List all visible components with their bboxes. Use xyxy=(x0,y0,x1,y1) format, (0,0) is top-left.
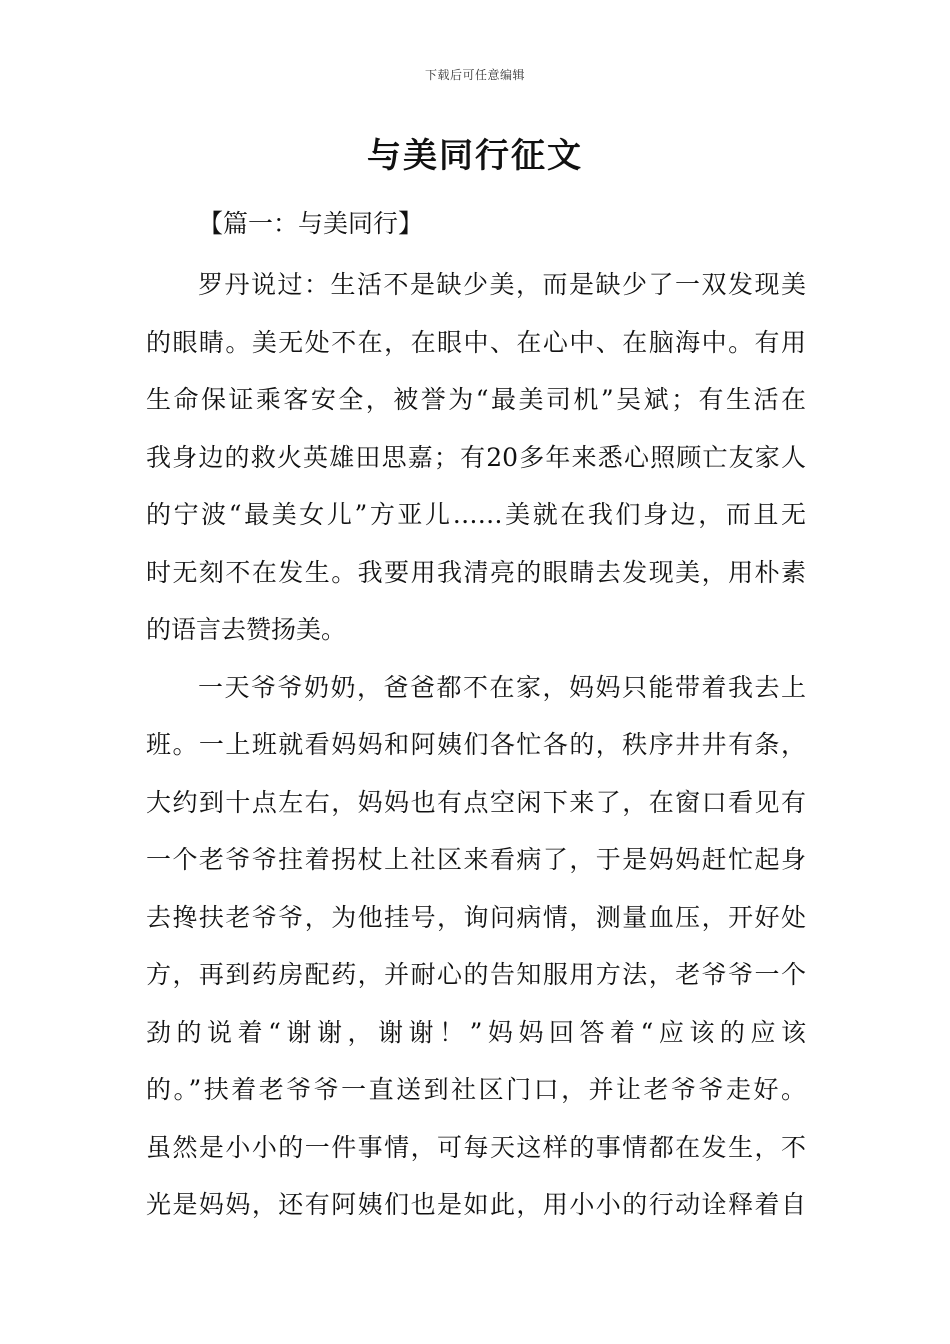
paragraph-line: 大约到十点左右，妈妈也有点空闲下来了，在窗口看见有 xyxy=(146,787,806,817)
paragraph-line: 的。”扶着老爷爷一直送到社区门口，并让老爷爷走好。 xyxy=(146,1075,806,1104)
section-heading: 【篇一：与美同行】 xyxy=(198,209,424,238)
paragraph-line: 我身边的救火英雄田思嘉；有20多年来悉心照顾亡友家人 xyxy=(146,442,806,472)
paragraph-line: 去搀扶老爷爷，为他挂号，询问病情，测量血压，开好处 xyxy=(146,902,806,932)
paragraph-line: 的语言去赞扬美。 xyxy=(146,615,347,644)
paragraph-line: 的眼睛。美无处不在，在眼中、在心中、在脑海中。有用 xyxy=(146,327,806,357)
paragraph-2 xyxy=(146,659,806,1234)
paragraph-line: 虽然是小小的一件事情，可每天这样的事情都在发生，不 xyxy=(146,1132,806,1162)
paragraph-line: 劲的说着“谢谢，谢谢！”妈妈回答着“应该的应该 xyxy=(146,1017,806,1047)
paragraph-line: 方，再到药房配药，并耐心的告知服用方法，老爷爷一个 xyxy=(146,960,806,989)
paragraph-line: 罗丹说过：生活不是缺少美，而是缺少了一双发现美 xyxy=(198,270,806,299)
paragraph-line: 光是妈妈，还有阿姨们也是如此，用小小的行动诠释着自 xyxy=(146,1190,806,1219)
paragraph-line: 一个老爷爷拄着拐杖上社区来看病了，于是妈妈赶忙起身 xyxy=(146,845,806,874)
paragraph-line: 一天爷爷奶奶，爸爸都不在家，妈妈只能带着我去上 xyxy=(198,672,806,702)
paragraph-line: 生命保证乘客安全，被誉为“最美司机”吴斌；有生活在 xyxy=(146,385,806,414)
paragraph-1 xyxy=(146,256,806,659)
paragraph-line: 的宁波“最美女儿”方亚儿……美就在我们身边，而且无 xyxy=(146,500,806,529)
paragraph-line: 班。一上班就看妈妈和阿姨们各忙各的，秩序井井有条， xyxy=(146,730,806,759)
paragraph-line: 时无刻不在发生。我要用我清亮的眼睛去发现美，用朴素 xyxy=(146,557,806,587)
header-note: 下载后可任意编辑 xyxy=(424,68,525,82)
article-body xyxy=(146,256,806,1234)
page-title: 与美同行征文 xyxy=(367,136,583,176)
